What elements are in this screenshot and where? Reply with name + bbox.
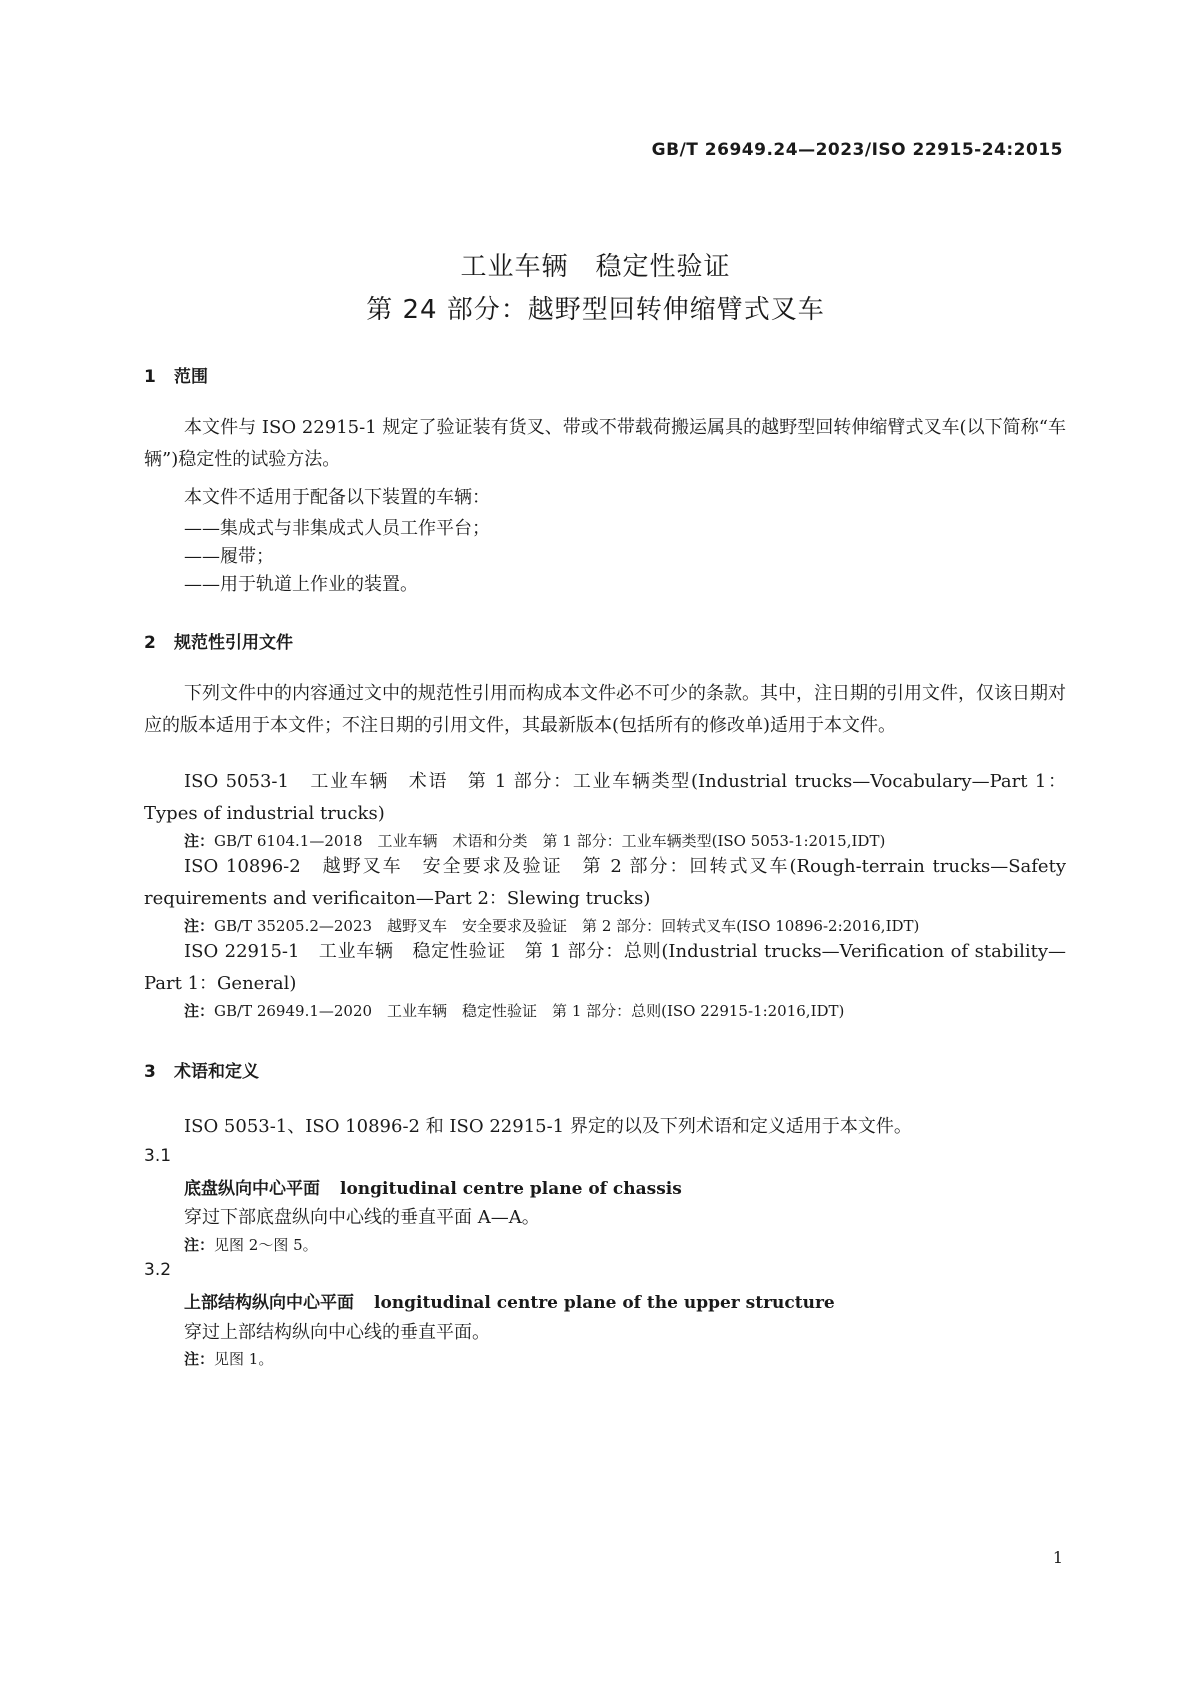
reference-entry: ISO 10896-2 越野叉车 安全要求及验证 第 2 部分：回转式叉车(Rough-terrain trucks—Safety requirements and verificaiton—Part 2：Slewing trucks) <box>144 856 1066 909</box>
note-text: GB/T 26949.1—2020 工业车辆 稳定性验证 第 1 部分：总则(ISO 22915-1:2016,IDT) <box>214 1002 845 1020</box>
note-label: 注： <box>184 917 215 935</box>
paragraph: 本文件与 ISO 22915-1 规定了验证装有货叉、带或不带载荷搬运属具的越野型回转伸缩臂式叉车(以下简称“车辆”)稳定性的试验方法。 <box>144 417 1066 470</box>
note-text: 见图 1。 <box>214 1350 274 1368</box>
note-label: 注： <box>184 1002 215 1020</box>
list-item: ——用于轨道上作业的装置。 <box>184 574 418 595</box>
paragraph: 下列文件中的内容通过文中的规范性引用而构成本文件必不可少的条款。其中，注日期的引用文件，仅该日期对应的版本适用于本文件；不注日期的引用文件，其最新版本(包括所有的修改单)适用于本文件。 <box>144 683 1066 736</box>
note-label: 注： <box>184 1350 215 1368</box>
section-number: 2 <box>144 633 156 653</box>
note <box>184 830 885 851</box>
term-en: longitudinal centre plane of chassis <box>340 1179 682 1199</box>
document-title-line2: 第 24 部分：越野型回转伸缩臂式叉车 <box>366 295 825 325</box>
term-heading <box>184 1174 682 1199</box>
note <box>184 1000 844 1021</box>
section-1-heading <box>144 362 208 387</box>
document-title-line1: 工业车辆 稳定性验证 <box>460 252 731 282</box>
term-zh: 底盘纵向中心平面 <box>184 1179 320 1199</box>
note-label: 注： <box>184 832 215 850</box>
note <box>184 1234 318 1255</box>
standard-code: GB/T 26949.24—2023/ISO 22915-24:2015 <box>651 140 1063 160</box>
note <box>184 915 919 936</box>
clause-number: 3.2 <box>144 1260 172 1280</box>
list-item: ——履带； <box>184 546 274 567</box>
term-heading <box>184 1288 835 1313</box>
paragraph: 本文件不适用于配备以下装置的车辆： <box>184 487 490 508</box>
note-text: GB/T 35205.2—2023 越野叉车 安全要求及验证 第 2 部分：回转式叉车(ISO 10896-2:2016,IDT) <box>214 917 920 935</box>
term-zh: 上部结构纵向中心平面 <box>184 1293 354 1313</box>
section-number: 3 <box>144 1062 156 1082</box>
section-number: 1 <box>144 367 156 387</box>
paragraph: ISO 5053-1、ISO 10896-2 和 ISO 22915-1 界定的以及下列术语和定义适用于本文件。 <box>184 1116 912 1137</box>
term-definition: 穿过下部底盘纵向中心线的垂直平面 A—A。 <box>184 1207 540 1228</box>
section-title: 范围 <box>174 367 208 387</box>
section-3-heading <box>144 1057 259 1082</box>
term-en: longitudinal centre plane of the upper structure <box>374 1293 835 1313</box>
note-text: GB/T 6104.1—2018 工业车辆 术语和分类 第 1 部分：工业车辆类型(ISO 5053-1:2015,IDT) <box>214 832 886 850</box>
section-2-heading <box>144 628 293 653</box>
list-item: ——集成式与非集成式人员工作平台； <box>184 518 490 539</box>
note-text: 见图 2～图 5。 <box>214 1236 318 1254</box>
reference-entry: ISO 5053-1 工业车辆 术语 第 1 部分：工业车辆类型(Industrial trucks—Vocabulary—Part 1：Types of industrial trucks) <box>144 771 1066 824</box>
note-label: 注： <box>184 1236 215 1254</box>
note <box>184 1348 273 1369</box>
section-title: 术语和定义 <box>174 1062 259 1082</box>
reference-entry: ISO 22915-1 工业车辆 稳定性验证 第 1 部分：总则(Industrial trucks—Verification of stability—Part 1：General) <box>144 941 1066 994</box>
section-title: 规范性引用文件 <box>174 633 293 653</box>
page-number: 1 <box>1052 1548 1063 1567</box>
term-definition: 穿过上部结构纵向中心线的垂直平面。 <box>184 1322 490 1343</box>
clause-number: 3.1 <box>144 1146 172 1166</box>
